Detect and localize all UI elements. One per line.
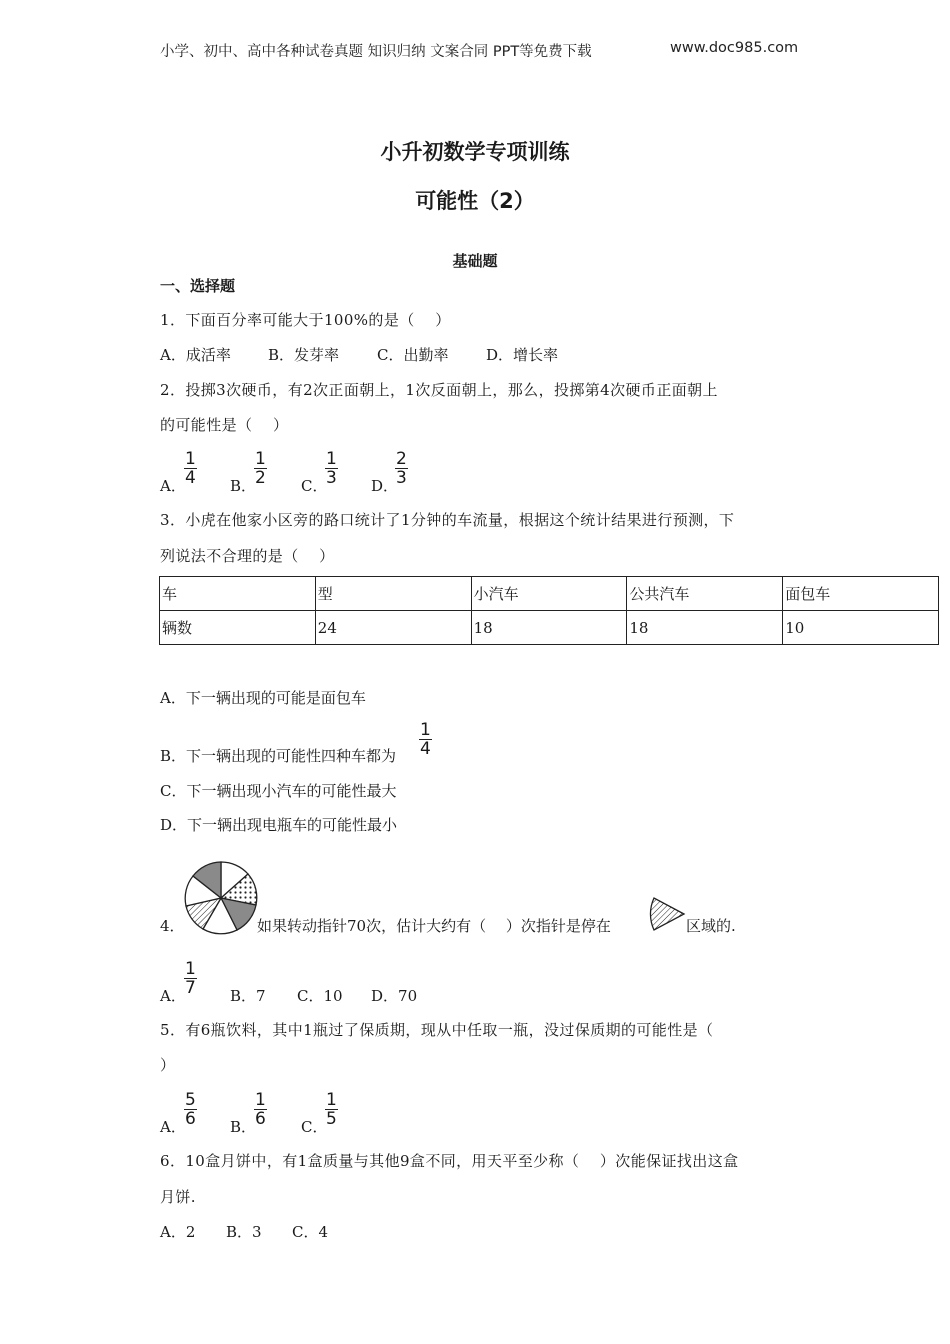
header-url[interactable]: www.doc985.com [670,40,799,56]
q5-option-c-letter: C． [301,1118,328,1136]
q4-option-c: C．10 [297,987,343,1005]
page-subtitle: 可能性（2） [415,189,535,213]
table-cell: 小汽车 [471,577,627,611]
q2-stem-line1: 2．投掷3次硬币，有2次正面朝上，1次反面朝上，那么，投掷第4次硬币正面朝上 [160,381,718,399]
q5-option-a-letter: A． [160,1118,186,1136]
table-cell: 10 [783,611,939,645]
q2-option-b-letter: B． [230,477,257,495]
fraction-numerator: 5 [185,1090,196,1110]
q5-option-b-letter: B． [230,1118,257,1136]
fraction-denominator: 2 [255,468,266,488]
q4-option-b: B．7 [230,987,266,1005]
q3-option-c: C．下一辆出现小汽车的可能性最大 [160,782,397,800]
q1-option-d: D．增长率 [486,346,559,364]
q3-stem-line2: 列说法不合理的是（ ） [160,547,335,565]
q2-stem-line2: 的可能性是（ ） [160,416,289,434]
q6-stem-line2: 月饼. [160,1188,196,1206]
q6-option-c: C．4 [292,1223,329,1241]
header-text: 小学、初中、高中各种试卷真题 知识归纳 文案合同 PPT等免费下载 [160,44,592,60]
q5-option-b-fraction [254,1091,267,1128]
q6-stem-line1: 6．10盒月饼中，有1盒质量与其他9盒不同，用天平至少称（ ）次能保证找出这盒 [160,1152,739,1170]
q5-stem-line2: ） [160,1056,176,1074]
table-cell: 面包车 [783,577,939,611]
q2-option-c-letter: C． [301,477,328,495]
q4-text: 如果转动指针70次，估计大约有（ ）次指针是停在 [257,917,611,935]
table-cell: 型 [315,577,471,611]
table-cell: 18 [471,611,627,645]
q4-option-a-fraction [184,960,197,997]
fraction-numerator: 1 [326,1090,337,1110]
q4-text-end: 区域的. [686,917,736,935]
q3-option-a: A．下一辆出现的可能是面包车 [160,689,366,707]
q5-option-a-fraction [184,1091,197,1128]
table-cell: 公共汽车 [627,577,783,611]
table-row [160,577,939,611]
page-title: 小升初数学专项训练 [380,140,570,164]
fraction-denominator: 4 [185,468,196,488]
fraction-denominator: 4 [420,739,431,759]
fraction-numerator: 1 [185,449,196,469]
q2-option-d-letter: D． [371,477,399,495]
q2-option-c-fraction [325,450,338,487]
page-header [160,40,799,61]
q6-option-b: B．3 [226,1223,262,1241]
fraction-denominator: 7 [185,978,196,998]
q4-number: 4． [160,917,185,935]
fraction-denominator: 6 [185,1109,196,1129]
table-cell: 24 [315,611,471,645]
vehicle-count-table [159,576,939,645]
fraction-numerator: 1 [326,449,337,469]
part-heading: 一、选择题 [160,277,236,295]
q4-option-d: D．70 [371,987,418,1005]
q3-option-b-fraction [419,721,432,758]
fraction-numerator: 1 [185,959,196,979]
fraction-numerator: 1 [255,449,266,469]
fraction-denominator: 3 [326,468,337,488]
q1-option-a: A．成活率 [160,346,231,364]
q2-option-d-fraction [395,450,408,487]
q4-option-a-letter: A． [160,987,186,1005]
q1-option-c: C．出勤率 [377,346,449,364]
q2-option-b-fraction [254,450,267,487]
q3-stem-line1: 3．小虎在他家小区旁的路口统计了1分钟的车流量，根据这个统计结果进行预测，下 [160,511,735,529]
q3-option-d: D．下一辆出现电瓶车的可能性最小 [160,816,398,834]
table-cell: 辆数 [160,611,316,645]
section-label: 基础题 [452,252,498,270]
q5-stem-line1: 5．有6瓶饮料，其中1瓶过了保质期，现从中任取一瓶，没过保质期的可能性是（ [160,1021,714,1039]
q6-option-a: A．2 [160,1223,196,1241]
hatched-sector-icon [648,896,686,932]
q3-option-b: B．下一辆出现的可能性四种车都为 [160,747,397,765]
q1-stem: 1．下面百分率可能大于100%的是（ ） [160,311,451,329]
fraction-numerator: 1 [420,720,431,740]
fraction-denominator: 5 [326,1109,337,1129]
table-cell: 车 [160,577,316,611]
fraction-numerator: 1 [255,1090,266,1110]
q2-option-a-letter: A． [160,477,186,495]
table-cell: 18 [627,611,783,645]
fraction-denominator: 3 [396,468,407,488]
q5-option-c-fraction [325,1091,338,1128]
table-row [160,611,939,645]
q1-option-b: B．发芽率 [268,346,340,364]
q2-option-a-fraction [184,450,197,487]
spinner-pie-image [183,860,259,936]
fraction-numerator: 2 [396,449,407,469]
fraction-denominator: 6 [255,1109,266,1129]
